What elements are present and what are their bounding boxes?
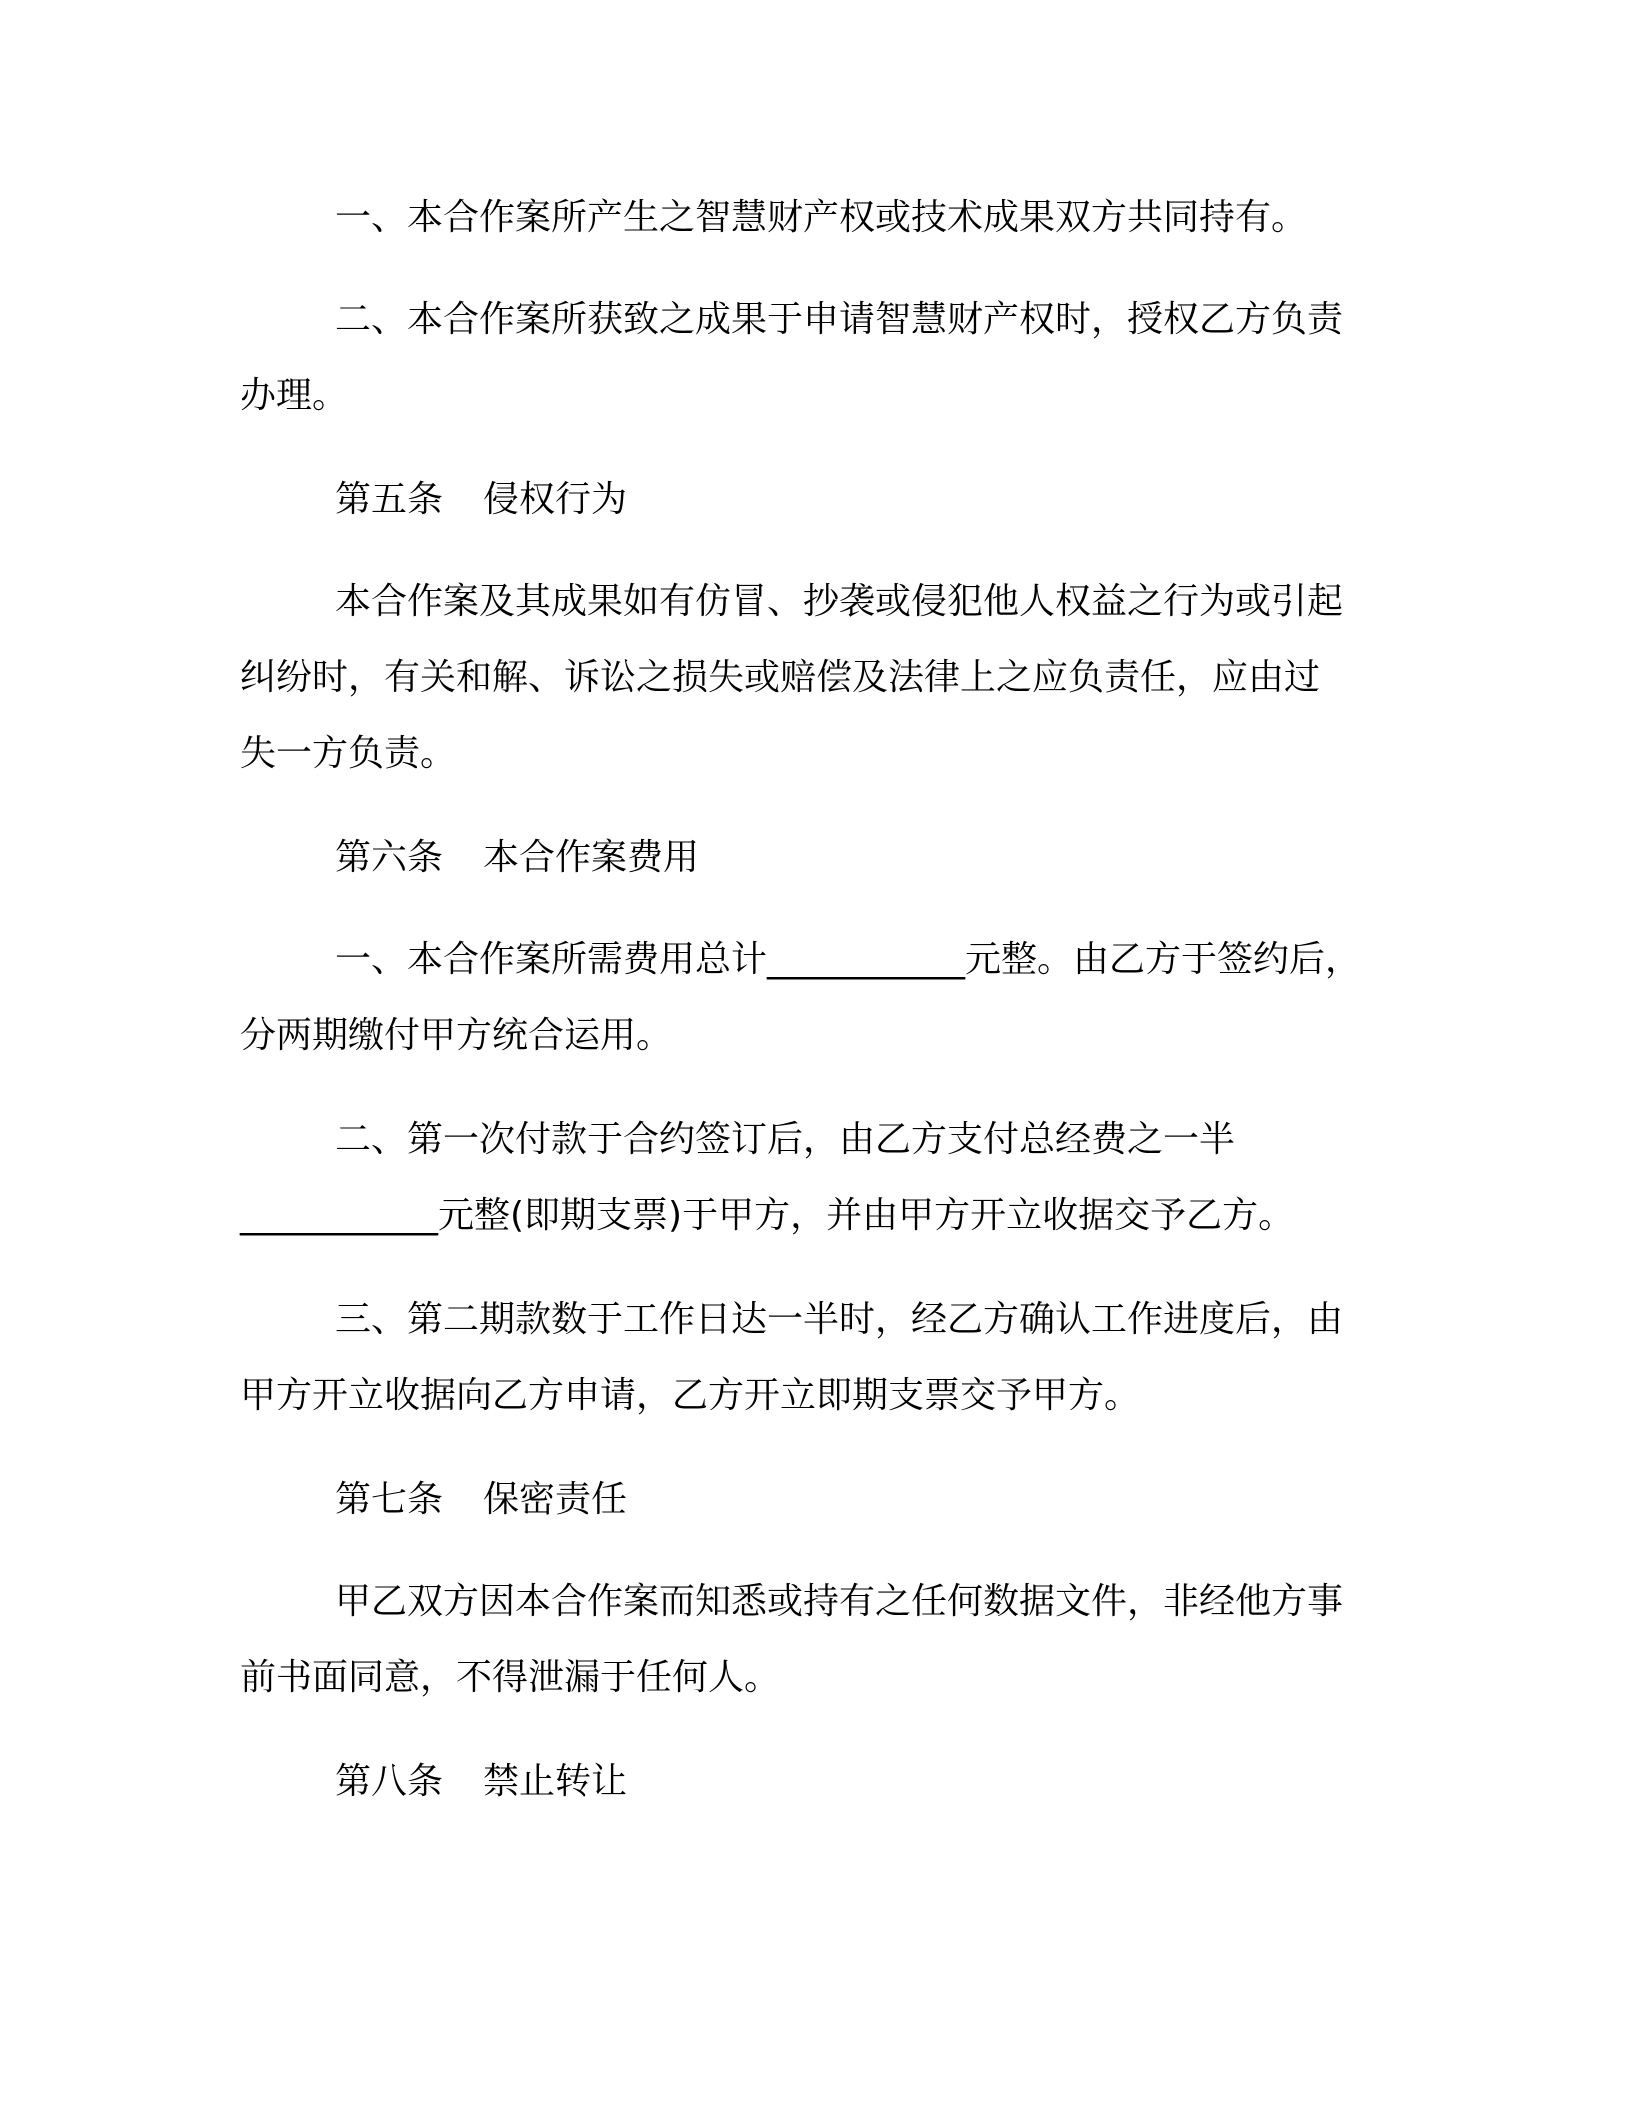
paragraph-line: 甲乙双方因本合作案而知悉或持有之任何数据文件，非经他方事 (335, 1581, 1344, 1622)
article-number: 第五条 (335, 479, 444, 520)
article-heading-8 (335, 1760, 627, 1804)
paragraph-line: 二、第一次付款于合约签订后，由乙方支付总经费之一半 (335, 1119, 1236, 1160)
paragraph-line: 纠纷时，有关和解、诉讼之损失或赔偿及法律上之应负责任，应由过 (240, 657, 1321, 698)
article-heading-7 (335, 1478, 627, 1522)
article-heading-5 (335, 478, 627, 522)
paragraph-line: 二、本合作案所获致之成果于申请智慧财产权时，授权乙方负责 (335, 299, 1344, 340)
paragraph-line: 本合作案及其成果如有仿冒、抄袭或侵犯他人权益之行为或引起 (335, 581, 1344, 622)
paragraph-line: 前书面同意，不得泄漏于任何人。 (240, 1657, 781, 1698)
article-title: 保密责任 (483, 1479, 628, 1520)
paragraph-line: 甲方开立收据向乙方申请，乙方开立即期支票交予甲方。 (240, 1375, 1141, 1416)
article-title: 本合作案费用 (483, 837, 700, 878)
paragraph-line: 办理。 (240, 375, 349, 416)
paragraph-line: 分两期缴付甲方统合运用。 (240, 1015, 673, 1056)
article-number: 第七条 (335, 1479, 444, 1520)
article-heading-6 (335, 836, 699, 880)
paragraph-line: ___________元整(即期支票)于甲方，并由甲方开立收据交予乙方。 (240, 1195, 1295, 1236)
paragraph-line: 一、本合作案所产生之智慧财产权或技术成果双方共同持有。 (335, 197, 1308, 238)
paragraph-line: 失一方负责。 (240, 733, 457, 774)
article-number: 第八条 (335, 1761, 444, 1802)
article-title: 禁止转让 (483, 1761, 628, 1802)
article-title: 侵权行为 (483, 479, 628, 520)
paragraph-line: 一、本合作案所需费用总计___________元整。由乙方于签约后， (335, 939, 1362, 980)
paragraph-line: 三、第二期款数于工作日达一半时，经乙方确认工作进度后，由 (335, 1299, 1344, 1340)
article-number: 第六条 (335, 837, 444, 878)
